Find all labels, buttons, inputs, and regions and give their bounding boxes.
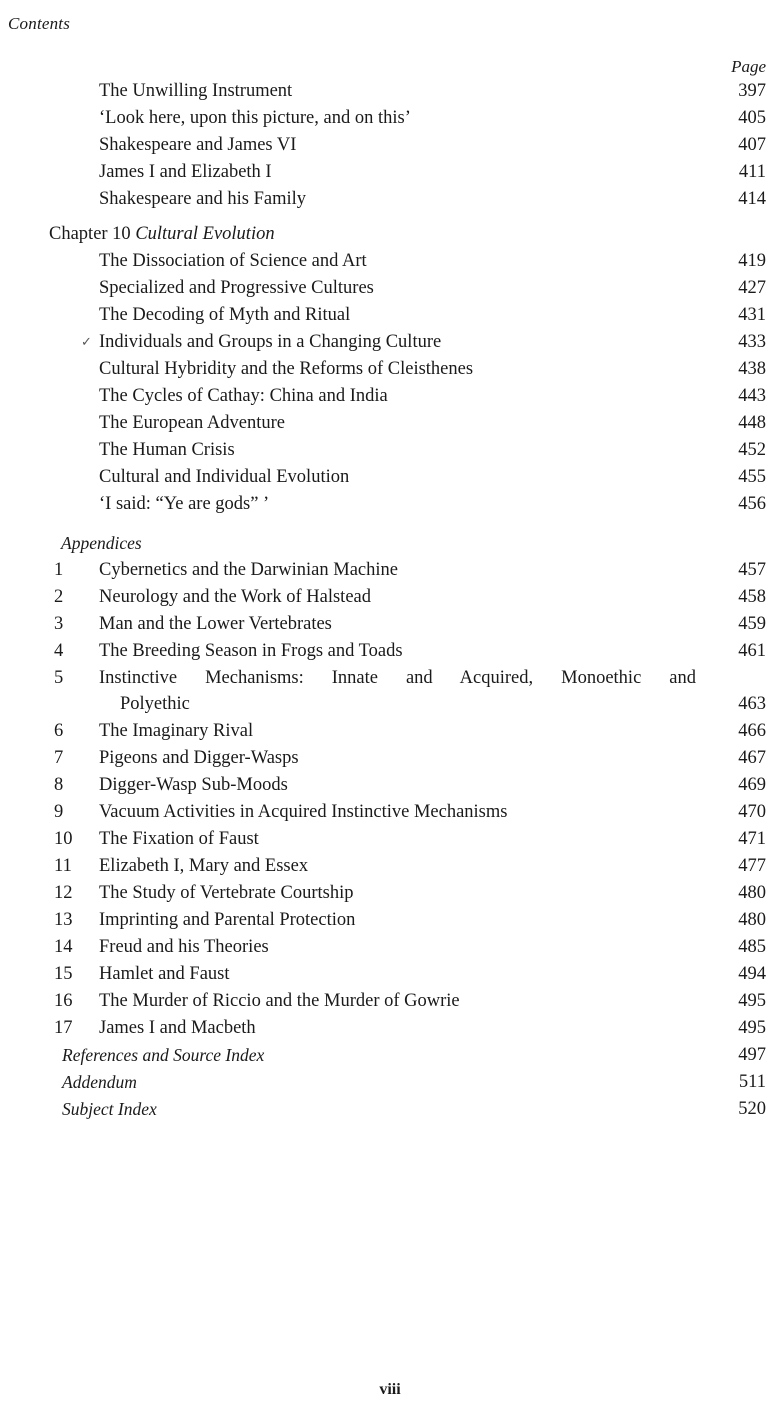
toc-entry <box>0 383 780 410</box>
entry-title: The Murder of Riccio and the Murder of Gowrie <box>99 991 460 1011</box>
appendix-number: 13 <box>54 910 73 930</box>
appendix-number: 12 <box>54 883 73 903</box>
entry-title: Elizabeth I, Mary and Essex <box>99 856 309 876</box>
entry-page: 467 <box>738 748 766 768</box>
entry-page: 433 <box>738 332 766 352</box>
toc-entry <box>0 329 780 356</box>
entry-page: 471 <box>738 829 766 849</box>
entry-page: 438 <box>738 359 766 379</box>
entry-page: 414 <box>738 189 766 209</box>
entry-title: The Dissociation of Science and Art <box>99 251 367 271</box>
chapter-title <box>49 221 275 248</box>
appendix-number: 15 <box>54 964 73 984</box>
toc-entry <box>0 275 780 302</box>
entry-title: Vacuum Activities in Acquired Instinctive Mechanisms <box>99 802 508 822</box>
entry-title: James I and Macbeth <box>99 1018 256 1038</box>
page-column-label: Page <box>731 57 766 76</box>
toc-entry <box>0 410 780 437</box>
entry-title: The Human Crisis <box>99 440 235 460</box>
appendix-entry <box>0 584 780 611</box>
entry-page: 407 <box>738 135 766 155</box>
appendix-entry <box>0 907 780 934</box>
appendix-number: 4 <box>54 641 64 661</box>
entry-page: 495 <box>738 991 766 1011</box>
appendix-entry <box>0 611 780 638</box>
pencil-tick-mark: ✓ <box>81 334 92 349</box>
entry-page: 461 <box>738 641 766 661</box>
entry-title: Addendum <box>62 1072 137 1092</box>
back-matter-entry <box>0 1042 780 1069</box>
entry-page: 469 <box>738 775 766 795</box>
entry-page: 477 <box>738 856 766 876</box>
entry-page: 427 <box>738 278 766 298</box>
entry-page: 459 <box>738 614 766 634</box>
entry-title: The Fixation of Faust <box>99 829 259 849</box>
appendix-number: 6 <box>54 721 64 741</box>
entry-title: Man and the Lower Vertebrates <box>99 614 332 634</box>
entry-title: References and Source Index <box>62 1045 265 1065</box>
entry-title: Freud and his Theories <box>99 937 269 957</box>
entry-title: The Decoding of Myth and Ritual <box>99 305 351 325</box>
entry-title: Cultural and Individual Evolution <box>99 467 350 487</box>
entry-title: Hamlet and Faust <box>99 964 230 984</box>
entry-title: Shakespeare and his Family <box>99 189 307 209</box>
page-number: viii <box>379 1381 401 1398</box>
back-matter-entry <box>0 1069 780 1096</box>
entry-title: Specialized and Progressive Cultures <box>99 278 374 298</box>
entry-title: ‘I said: “Ye are gods” ’ <box>99 494 270 514</box>
toc-entry <box>0 356 780 383</box>
appendices-heading: Appendices <box>61 533 142 553</box>
entry-page: 494 <box>738 964 766 984</box>
appendix-entry <box>0 988 780 1015</box>
toc-entry <box>0 491 780 518</box>
toc-entry <box>0 248 780 275</box>
appendix-entry <box>0 880 780 907</box>
appendix-entry <box>0 665 780 718</box>
toc-entry <box>0 105 780 132</box>
entry-page: 470 <box>738 802 766 822</box>
entry-title: Pigeons and Digger-Wasps <box>99 748 299 768</box>
appendix-entry <box>0 826 780 853</box>
appendix-entry <box>0 853 780 880</box>
appendix-entry <box>0 772 780 799</box>
appendix-entry <box>0 934 780 961</box>
entry-page: 480 <box>738 883 766 903</box>
entry-page: 463 <box>738 694 766 714</box>
entry-title: Imprinting and Parental Protection <box>99 910 356 930</box>
entry-page: 466 <box>738 721 766 741</box>
appendix-entry <box>0 557 780 584</box>
toc-entry <box>0 186 780 213</box>
entry-title: ‘Look here, upon this picture, and on this’ <box>99 108 411 128</box>
entry-page: 431 <box>738 305 766 325</box>
appendix-entry <box>0 638 780 665</box>
entry-title: Individuals and Groups in a Changing Culture <box>99 332 442 352</box>
entry-title: Cybernetics and the Darwinian Machine <box>99 560 398 580</box>
entry-page: 497 <box>738 1045 766 1065</box>
appendix-number: 17 <box>54 1018 73 1038</box>
appendix-number: 7 <box>54 748 64 768</box>
appendix-number: 2 <box>54 587 64 607</box>
entry-page: 419 <box>738 251 766 271</box>
appendices-heading-row <box>0 530 780 557</box>
running-head: Contents <box>8 14 71 33</box>
toc-entry <box>0 437 780 464</box>
appendix-number: 5 <box>54 668 64 688</box>
back-matter-entry <box>0 1096 780 1123</box>
entry-title <box>99 665 696 717</box>
toc-entry <box>0 78 780 105</box>
appendix-number: 1 <box>54 560 64 580</box>
entry-page: 480 <box>738 910 766 930</box>
toc-entry <box>0 464 780 491</box>
entry-page: 405 <box>738 108 766 128</box>
entry-title: Neurology and the Work of Halstead <box>99 587 371 607</box>
toc-entry <box>0 132 780 159</box>
entry-page: 397 <box>738 81 766 101</box>
appendix-number: 11 <box>54 856 72 876</box>
entry-title-line: Instinctive Mechanisms: Innate and Acquired, Monoethic and <box>99 668 696 688</box>
entry-page: 456 <box>738 494 766 514</box>
appendix-number: 3 <box>54 614 64 634</box>
entry-title: The Breeding Season in Frogs and Toads <box>99 641 403 661</box>
table-of-contents <box>0 78 780 1123</box>
entry-page: 448 <box>738 413 766 433</box>
appendix-number: 16 <box>54 991 73 1011</box>
entry-page: 511 <box>738 1072 766 1092</box>
entry-title: The European Adventure <box>99 413 285 433</box>
entry-title: Subject Index <box>62 1099 157 1119</box>
appendix-number: 9 <box>54 802 64 822</box>
appendix-entry <box>0 718 780 745</box>
entry-title: The Imaginary Rival <box>99 721 254 741</box>
entry-title: Cultural Hybridity and the Reforms of Cleisthenes <box>99 359 474 379</box>
entry-page: 495 <box>738 1018 766 1038</box>
entry-title: Digger-Wasp Sub-Moods <box>99 775 288 795</box>
chapter-number: Chapter 10 <box>49 224 131 244</box>
entry-title: Shakespeare and James VI <box>99 135 297 155</box>
entry-page: 457 <box>738 560 766 580</box>
chapter-heading <box>0 221 780 248</box>
appendix-entry <box>0 745 780 772</box>
toc-entry <box>0 302 780 329</box>
entry-page: 452 <box>738 440 766 460</box>
appendix-number: 14 <box>54 937 73 957</box>
appendix-entry <box>0 961 780 988</box>
entry-title: The Study of Vertebrate Courtship <box>99 883 354 903</box>
entry-page: 443 <box>738 386 766 406</box>
entry-page: 520 <box>738 1099 766 1119</box>
toc-entry <box>0 159 780 186</box>
appendix-number: 8 <box>54 775 64 795</box>
entry-page: 458 <box>738 587 766 607</box>
entry-page: 411 <box>738 162 766 182</box>
appendix-entry <box>0 1015 780 1042</box>
entry-title: The Unwilling Instrument <box>99 81 293 101</box>
entry-title: The Cycles of Cathay: China and India <box>99 386 388 406</box>
appendix-entry <box>0 799 780 826</box>
entry-page: 455 <box>738 467 766 487</box>
chapter-name: Cultural Evolution <box>135 224 275 244</box>
appendix-number: 10 <box>54 829 73 849</box>
entry-title: James I and Elizabeth I <box>99 162 272 182</box>
entry-page: 485 <box>738 937 766 957</box>
entry-title-line: Polyethic <box>120 694 190 714</box>
